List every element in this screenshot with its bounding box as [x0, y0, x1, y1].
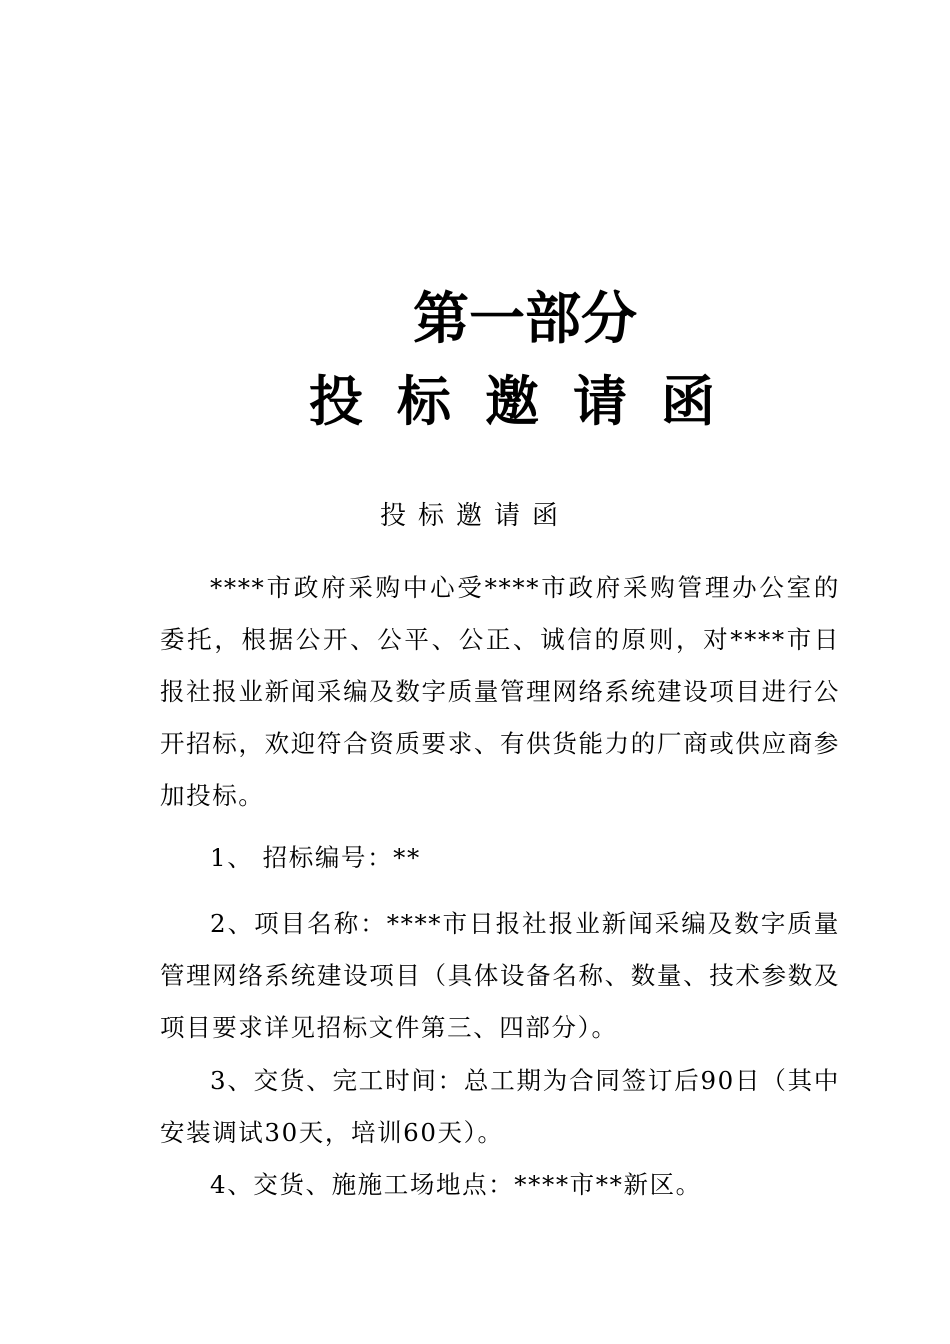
- intro-paragraph: ****市政府采购中心受****市政府采购管理办公室的委托，根据公开、公平、公正、诚信的原则，对****市日报社报业新闻采编及数字质量管理网络系统建设项目进行公开招标，欢迎符合资质要求、有供货能力的厂商或供应商参加投标。: [160, 573, 840, 810]
- part-subheading: 投标邀请函: [309, 370, 749, 433]
- item-delivery-location: 4、交货、施施工场地点：****市**新区。: [210, 1170, 702, 1199]
- item-bid-number: 1、 招标编号：**: [210, 843, 421, 872]
- part-heading: 第一部分: [413, 287, 637, 352]
- item-delivery-time: 3、交货、完工时间：总工期为合同签订后90日（其中安装调试30天，培训60天）。: [160, 1066, 840, 1147]
- item-project-name: 2、项目名称：****市日报社报业新闻采编及数字质量管理网络系统建设项目（具体设备名称、数量、技术参数及项目要求详见招标文件第三、四部分）。: [160, 909, 840, 1042]
- letter-title: 投标邀请函: [379, 501, 570, 531]
